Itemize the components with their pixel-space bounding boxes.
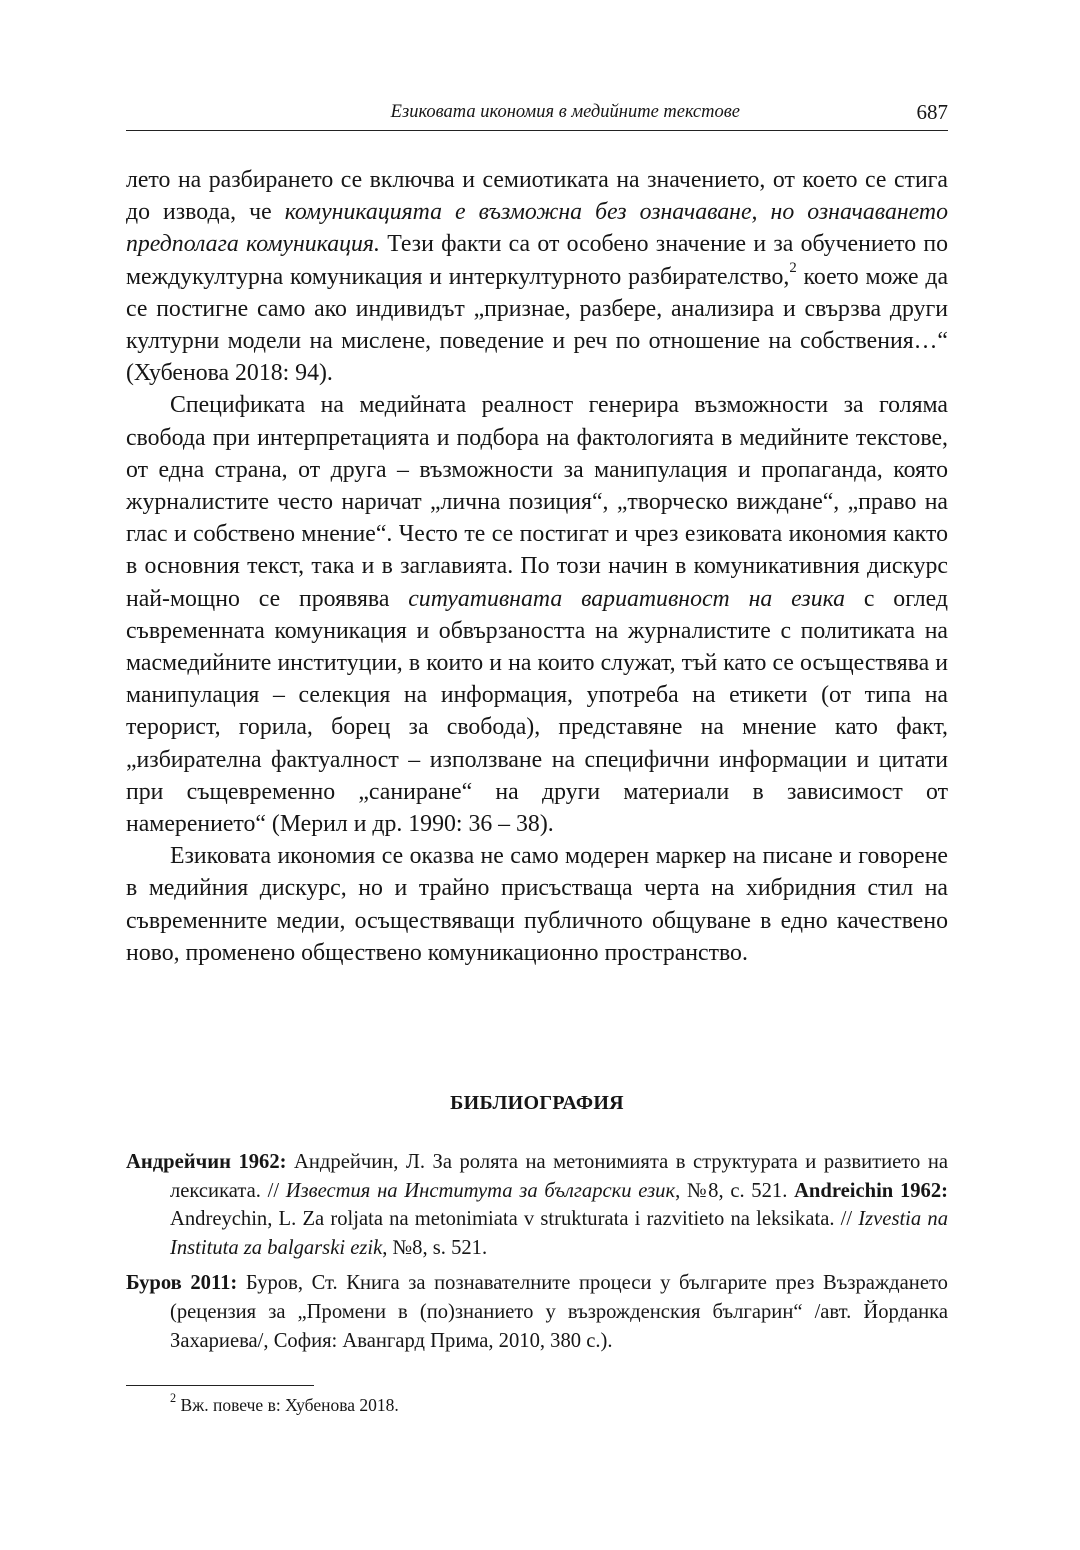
paragraph-2 xyxy=(126,389,948,840)
italic-run: комуникацията е възможна без означаване, но означаването предполага комуникация. xyxy=(126,199,948,258)
paragraph-3: Езиковата икономия се оказва не само модерен маркер на писане и говорене в медийния дискурс, но и трайно присъстваща черта на хибридния стил на съвременните медии, осъществяващи публичното общуване в едно качествено ново, променено обществено комуникационно пространство. xyxy=(126,843,948,966)
text-run: Спецификата на медийната реалност генерира възможности за голяма свобода при интерпретацията и подбора на фактологията в медийните текстове, от една страна, от друга – възможности за манипулация и пропаганда, която журналистите често наричат „лична позиция“, „творческо виждане“, „право на глас и собствено мнение“. Често те се постигат и чрез езиковата икономия както в основния текст, така и в заглавията. По този начин в комуникативния дискурс най-мощно се проявява xyxy=(126,392,948,612)
text-run: Андрейчин, Л. За ролята на метонимията в структурата и развитието на лексиката. // xyxy=(170,1151,948,1202)
bib-label: Andreichin 1962: xyxy=(794,1179,948,1202)
bib-label: Буров 2011: xyxy=(126,1272,238,1295)
bibliography-heading: БИБЛИОГРАФИЯ xyxy=(450,1092,624,1114)
running-header xyxy=(126,100,948,131)
text-run: , №8, s. 521. xyxy=(382,1236,488,1259)
text-run: Тези факти са от особено значение и за обучението по междукултурна комуникация и интеркултурното разбирателство, xyxy=(126,231,949,290)
bibliography-list xyxy=(126,1148,948,1362)
paragraph-1 xyxy=(126,164,948,389)
footnote-number: 2 xyxy=(170,1391,177,1406)
footnote-text: Вж. повече в: Хубенова 2018. xyxy=(176,1395,399,1415)
text-run: Andreychin, L. Za roljata na metonimiata v strukturata i razvitieto na leksikata. // xyxy=(170,1208,859,1231)
footnote xyxy=(170,1391,399,1416)
bibliography-entry xyxy=(126,1269,948,1355)
footnote-marker[interactable]: 2 xyxy=(789,260,797,277)
text-run: с оглед съвременната комуникация и обвързаността на журналистите с политиката на масмедийните институции, в които и на които служат, тъй като се осъществява и манипулация – селекция на информация, употреба на етикети (от типа на терорист, горила, борец за свобода), представяне на мнение като факт, „избирателна фактуалност – използване на специфични информации и цитати при същевременно „саниране“ на други материали в зависимост от намерението“ (Мерил и др. 1990: 36 – 38). xyxy=(126,585,948,838)
page-number: 687 xyxy=(916,100,948,124)
footnote-divider xyxy=(126,1385,314,1386)
text-run: което може да се постигне само ако индивидът „признае, разбере, анализира и свързва други културни модели на мислене, поведение и реч по отношение на собствения…“ (Хубенова 2018: 94). xyxy=(126,263,948,387)
text-run: , №8, с. 521. xyxy=(675,1179,795,1202)
italic-run: Izvestia na Instituta za balgarski ezik xyxy=(170,1208,948,1259)
bibliography-entry xyxy=(126,1148,948,1262)
header-title: Езиковата икономия в медийните текстове xyxy=(390,102,740,122)
italic-run: Известия на Института за български език xyxy=(285,1179,676,1202)
body-text xyxy=(126,164,948,969)
text-run: лето на разбирането се включва и семиотиката на значението, от което се стига до извода, че xyxy=(126,167,948,226)
italic-run: ситуативната вариативност на езика xyxy=(408,585,846,612)
bib-label: Андрейчин 1962: xyxy=(126,1151,287,1173)
text-run: Буров, Ст. Книга за познавателните процеси у българите през Възраждането (рецензия за „Промени в (по)знанието у възрожденския българин“ /авт. Йорданка Захариева/, София: Авангард Прима, 2010, 380 с.). xyxy=(170,1272,948,1352)
